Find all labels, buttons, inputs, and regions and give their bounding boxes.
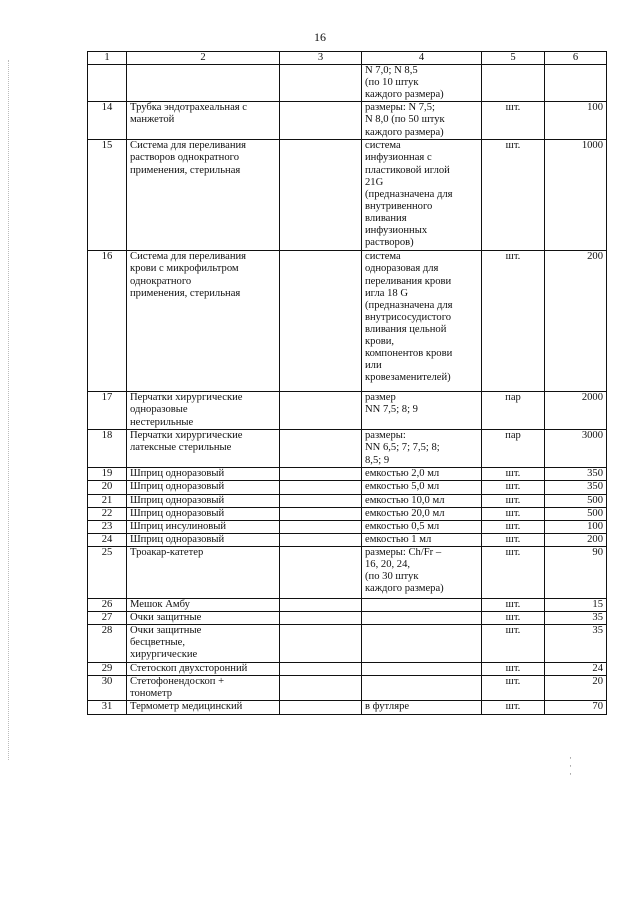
column-3-cell	[280, 676, 362, 701]
item-specification: размеры: NN 6,5; 7; 7,5; 8; 8,5; 9	[362, 430, 482, 468]
row-number: 25	[88, 546, 127, 598]
column-header: 1	[88, 52, 127, 65]
item-name: Перчатки хирургические одноразовые нестерильные	[127, 392, 280, 430]
item-specification	[362, 598, 482, 611]
item-quantity: 15	[545, 598, 607, 611]
item-quantity: 100	[545, 520, 607, 533]
unit-of-measure: шт.	[482, 468, 545, 481]
item-specification: емкостью 1 мл	[362, 533, 482, 546]
unit-of-measure: шт.	[482, 507, 545, 520]
item-quantity: 70	[545, 701, 607, 714]
column-3-cell	[280, 612, 362, 625]
unit-of-measure: шт.	[482, 494, 545, 507]
unit-of-measure: шт.	[482, 546, 545, 598]
unit-of-measure: шт.	[482, 481, 545, 494]
column-3-cell	[280, 546, 362, 598]
item-quantity: 1000	[545, 140, 607, 251]
table-row	[88, 140, 607, 251]
item-name: Система для переливания крови с микрофильтром однократного применения, стерильная	[127, 251, 280, 392]
unit-of-measure: шт.	[482, 102, 545, 140]
column-3-cell	[280, 392, 362, 430]
item-specification	[362, 663, 482, 676]
row-number: 20	[88, 481, 127, 494]
item-name: Очки защитные бесцветные, хирургические	[127, 625, 280, 663]
item-specification: емкостью 20,0 мл	[362, 507, 482, 520]
table-row	[88, 392, 607, 430]
item-name: Шприц одноразовый	[127, 507, 280, 520]
item-specification: в футляре	[362, 701, 482, 714]
unit-of-measure: шт.	[482, 663, 545, 676]
item-quantity: 500	[545, 494, 607, 507]
row-number: 31	[88, 701, 127, 714]
column-3-cell	[280, 481, 362, 494]
item-quantity: 3000	[545, 430, 607, 468]
column-3-cell	[280, 102, 362, 140]
margin-marks: · · ·	[569, 753, 572, 779]
row-number: 19	[88, 468, 127, 481]
unit-of-measure: шт.	[482, 140, 545, 251]
item-specification: размер NN 7,5; 8; 9	[362, 392, 482, 430]
table-row	[88, 625, 607, 663]
table-row	[88, 612, 607, 625]
table-row	[88, 481, 607, 494]
column-header: 6	[545, 52, 607, 65]
table-row	[88, 468, 607, 481]
column-3-cell	[280, 65, 362, 102]
row-number: 17	[88, 392, 127, 430]
item-specification: размеры: N 7,5; N 8,0 (по 50 штук каждого размера)	[362, 102, 482, 140]
row-number: 26	[88, 598, 127, 611]
item-specification: емкостью 10,0 мл	[362, 494, 482, 507]
column-header: 5	[482, 52, 545, 65]
item-quantity	[545, 65, 607, 102]
item-specification	[362, 625, 482, 663]
unit-of-measure: пар	[482, 430, 545, 468]
unit-of-measure: шт.	[482, 251, 545, 392]
table-row	[88, 663, 607, 676]
item-specification: размеры: Ch/Fr – 16, 20, 24, (по 30 штук каждого размера)	[362, 546, 482, 598]
item-name: Шприц одноразовый	[127, 494, 280, 507]
item-specification: система одноразовая для переливания крови игла 18 G (предназначена для внутрисосудистого вливания цельной крови, компонентов крови или кровезаменителей)	[362, 251, 482, 392]
item-quantity: 350	[545, 481, 607, 494]
item-name: Шприц одноразовый	[127, 481, 280, 494]
row-number: 22	[88, 507, 127, 520]
item-specification: N 7,0; N 8,5 (по 10 штук каждого размера)	[362, 65, 482, 102]
column-3-cell	[280, 533, 362, 546]
item-quantity: 35	[545, 612, 607, 625]
unit-of-measure: шт.	[482, 598, 545, 611]
item-specification: емкостью 5,0 мл	[362, 481, 482, 494]
column-3-cell	[280, 468, 362, 481]
item-quantity: 200	[545, 251, 607, 392]
column-3-cell	[280, 663, 362, 676]
item-name: Шприц одноразовый	[127, 533, 280, 546]
row-number: 23	[88, 520, 127, 533]
header-row	[88, 52, 607, 65]
item-specification	[362, 676, 482, 701]
unit-of-measure: шт.	[482, 533, 545, 546]
row-number: 14	[88, 102, 127, 140]
item-name: Очки защитные	[127, 612, 280, 625]
column-3-cell	[280, 625, 362, 663]
item-quantity: 200	[545, 533, 607, 546]
unit-of-measure: шт.	[482, 612, 545, 625]
unit-of-measure: шт.	[482, 625, 545, 663]
row-number: 24	[88, 533, 127, 546]
row-number: 30	[88, 676, 127, 701]
row-number: 18	[88, 430, 127, 468]
item-name: Термометр медицинский	[127, 701, 280, 714]
item-specification	[362, 612, 482, 625]
item-quantity: 100	[545, 102, 607, 140]
table-row	[88, 507, 607, 520]
column-header: 2	[127, 52, 280, 65]
item-quantity: 90	[545, 546, 607, 598]
item-quantity: 35	[545, 625, 607, 663]
column-3-cell	[280, 494, 362, 507]
supply-table	[87, 51, 607, 715]
table-row	[88, 494, 607, 507]
item-name: Перчатки хирургические латексные стерильные	[127, 430, 280, 468]
row-number: 15	[88, 140, 127, 251]
row-number	[88, 65, 127, 102]
table-row	[88, 520, 607, 533]
item-quantity: 2000	[545, 392, 607, 430]
table-row	[88, 65, 607, 102]
unit-of-measure: шт.	[482, 676, 545, 701]
column-3-cell	[280, 701, 362, 714]
item-quantity: 350	[545, 468, 607, 481]
item-quantity: 20	[545, 676, 607, 701]
item-name: Троакар-катетер	[127, 546, 280, 598]
item-name	[127, 65, 280, 102]
table-row	[88, 102, 607, 140]
table-row	[88, 598, 607, 611]
row-number: 21	[88, 494, 127, 507]
item-name: Шприц инсулиновый	[127, 520, 280, 533]
column-3-cell	[280, 430, 362, 468]
table-row	[88, 701, 607, 714]
table-row	[88, 546, 607, 598]
margin-dots	[8, 60, 11, 760]
unit-of-measure: шт.	[482, 520, 545, 533]
item-quantity: 500	[545, 507, 607, 520]
unit-of-measure: пар	[482, 392, 545, 430]
item-specification: система инфузионная с пластиковой иглой 21G (предназначена для внутривенного вливания инфузионных растворов)	[362, 140, 482, 251]
unit-of-measure	[482, 65, 545, 102]
column-header: 4	[362, 52, 482, 65]
page-number: 16	[314, 30, 326, 44]
item-name: Стетоскоп двухсторонний	[127, 663, 280, 676]
table-row	[88, 251, 607, 392]
table-row	[88, 676, 607, 701]
item-name: Трубка эндотрахеальная с манжетой	[127, 102, 280, 140]
column-3-cell	[280, 251, 362, 392]
table-row	[88, 430, 607, 468]
unit-of-measure: шт.	[482, 701, 545, 714]
item-quantity: 24	[545, 663, 607, 676]
row-number: 29	[88, 663, 127, 676]
column-header: 3	[280, 52, 362, 65]
column-3-cell	[280, 140, 362, 251]
column-3-cell	[280, 507, 362, 520]
item-name: Шприц одноразовый	[127, 468, 280, 481]
row-number: 16	[88, 251, 127, 392]
item-name: Система для переливания растворов однократного применения, стерильная	[127, 140, 280, 251]
item-name: Стетофонендоскоп + тонометр	[127, 676, 280, 701]
column-3-cell	[280, 598, 362, 611]
item-specification: емкостью 0,5 мл	[362, 520, 482, 533]
item-name: Мешок Амбу	[127, 598, 280, 611]
row-number: 27	[88, 612, 127, 625]
table-row	[88, 533, 607, 546]
item-specification: емкостью 2,0 мл	[362, 468, 482, 481]
column-3-cell	[280, 520, 362, 533]
row-number: 28	[88, 625, 127, 663]
